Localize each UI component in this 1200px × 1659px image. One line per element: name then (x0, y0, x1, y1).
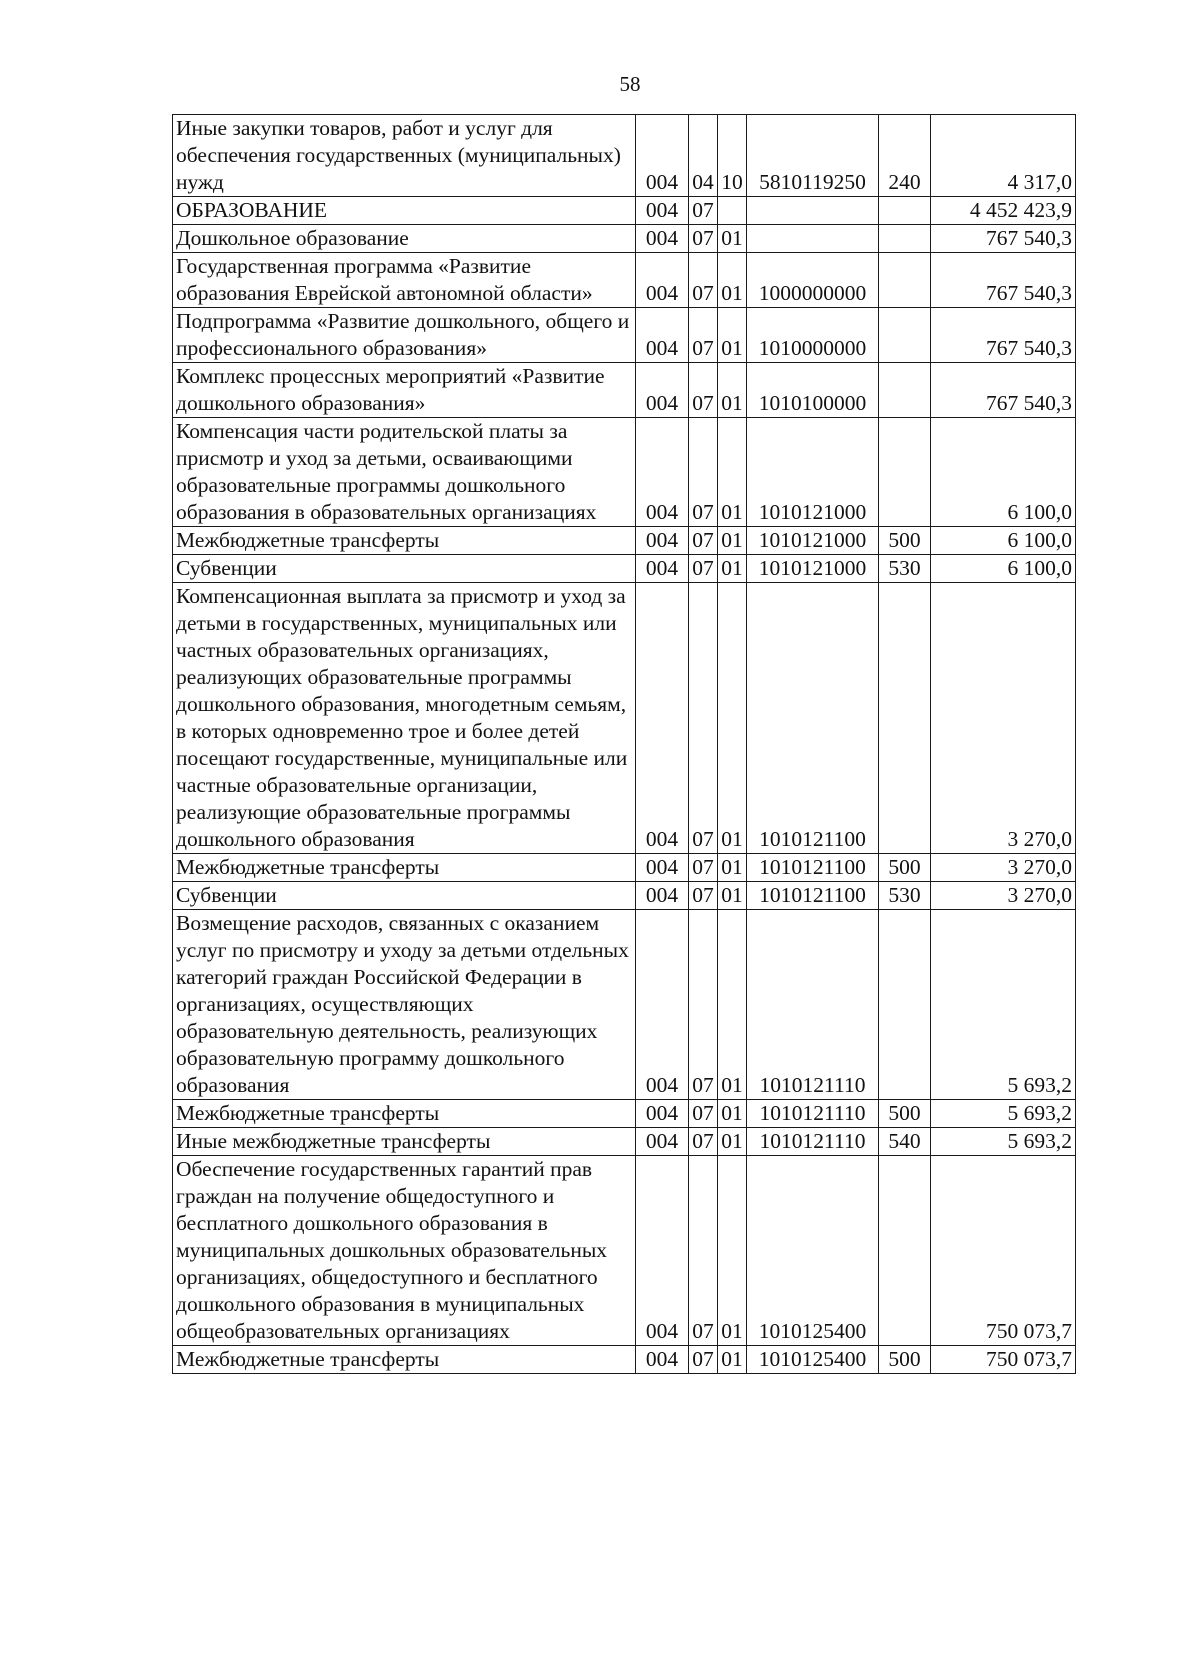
table-row (173, 555, 1076, 583)
subsection-code: 01 (718, 225, 747, 253)
subsection-code: 01 (718, 418, 747, 527)
table-row (173, 882, 1076, 910)
row-name: Дошкольное образование (173, 225, 636, 253)
target-item-code: 1010121100 (747, 882, 879, 910)
expense-type-code (879, 363, 931, 418)
ministry-code: 004 (636, 527, 689, 555)
table-row (173, 1128, 1076, 1156)
target-item-code: 1010000000 (747, 308, 879, 363)
ministry-code: 004 (636, 363, 689, 418)
ministry-code: 004 (636, 1346, 689, 1374)
ministry-code: 004 (636, 308, 689, 363)
subsection-code (718, 197, 747, 225)
target-item-code: 1010121000 (747, 555, 879, 583)
row-name: Подпрограмма «Развитие дошкольного, общего и профессионального образования» (173, 308, 636, 363)
ministry-code: 004 (636, 1156, 689, 1346)
table-row (173, 363, 1076, 418)
section-code: 07 (689, 882, 718, 910)
target-item-code (747, 225, 879, 253)
section-code: 07 (689, 583, 718, 854)
target-item-code: 1010121100 (747, 583, 879, 854)
table-row (173, 527, 1076, 555)
table-row (173, 1156, 1076, 1346)
target-item-code (747, 197, 879, 225)
expense-type-code (879, 910, 931, 1100)
section-code: 07 (689, 363, 718, 418)
expense-type-code (879, 1156, 931, 1346)
target-item-code: 1010121110 (747, 1100, 879, 1128)
target-item-code: 1010121100 (747, 854, 879, 882)
subsection-code: 01 (718, 854, 747, 882)
ministry-code: 004 (636, 225, 689, 253)
table-row (173, 854, 1076, 882)
table-row (173, 583, 1076, 854)
section-code: 07 (689, 910, 718, 1100)
target-item-code: 1000000000 (747, 253, 879, 308)
row-name: Компенсация части родительской платы за присмотр и уход за детьми, осваивающими образовательные программы дошкольного образования в образовательных организациях (173, 418, 636, 527)
section-code: 07 (689, 253, 718, 308)
amount: 3 270,0 (931, 583, 1076, 854)
table-row (173, 197, 1076, 225)
subsection-code: 01 (718, 555, 747, 583)
subsection-code: 01 (718, 1156, 747, 1346)
target-item-code: 5810119250 (747, 115, 879, 197)
row-name: Компенсационная выплата за присмотр и уход за детьми в государственных, муниципальных или частных образовательных организациях, реализующих образовательные программы дошкольного образования, многодетным семьям, в которых одновременно трое и более детей посещают государственные, муниципальные или частные образовательные организации, реализующие образовательные программы дошкольного образования (173, 583, 636, 854)
subsection-code: 01 (718, 1128, 747, 1156)
subsection-code: 01 (718, 910, 747, 1100)
amount: 6 100,0 (931, 418, 1076, 527)
section-code: 07 (689, 197, 718, 225)
row-name: Межбюджетные трансферты (173, 1346, 636, 1374)
row-name: ОБРАЗОВАНИЕ (173, 197, 636, 225)
amount: 5 693,2 (931, 1100, 1076, 1128)
ministry-code: 004 (636, 854, 689, 882)
ministry-code: 004 (636, 555, 689, 583)
table-row (173, 253, 1076, 308)
expense-type-code: 530 (879, 882, 931, 910)
section-code: 07 (689, 527, 718, 555)
ministry-code: 004 (636, 418, 689, 527)
subsection-code: 01 (718, 527, 747, 555)
expense-type-code (879, 418, 931, 527)
table-row (173, 225, 1076, 253)
subsection-code: 01 (718, 308, 747, 363)
amount: 767 540,3 (931, 225, 1076, 253)
expense-type-code: 500 (879, 527, 931, 555)
row-name: Субвенции (173, 882, 636, 910)
section-code: 07 (689, 225, 718, 253)
ministry-code: 004 (636, 583, 689, 854)
expense-type-code (879, 225, 931, 253)
ministry-code: 004 (636, 1100, 689, 1128)
expense-type-code: 500 (879, 1346, 931, 1374)
section-code: 07 (689, 854, 718, 882)
ministry-code: 004 (636, 115, 689, 197)
row-name: Субвенции (173, 555, 636, 583)
expense-type-code: 540 (879, 1128, 931, 1156)
subsection-code: 01 (718, 253, 747, 308)
row-name: Иные закупки товаров, работ и услуг для обеспечения государственных (муниципальных) нужд (173, 115, 636, 197)
expense-type-code (879, 583, 931, 854)
target-item-code: 1010121110 (747, 910, 879, 1100)
ministry-code: 004 (636, 882, 689, 910)
amount: 767 540,3 (931, 363, 1076, 418)
table-row (173, 1100, 1076, 1128)
ministry-code: 004 (636, 253, 689, 308)
ministry-code: 004 (636, 197, 689, 225)
amount: 3 270,0 (931, 882, 1076, 910)
section-code: 07 (689, 1346, 718, 1374)
target-item-code: 1010121000 (747, 418, 879, 527)
expense-type-code: 240 (879, 115, 931, 197)
target-item-code: 1010125400 (747, 1156, 879, 1346)
page-number: 58 (619, 72, 641, 96)
subsection-code: 01 (718, 363, 747, 418)
table-row (173, 115, 1076, 197)
target-item-code: 1010125400 (747, 1346, 879, 1374)
amount: 5 693,2 (931, 1128, 1076, 1156)
ministry-code: 004 (636, 1128, 689, 1156)
section-code: 07 (689, 1156, 718, 1346)
row-name: Возмещение расходов, связанных с оказанием услуг по присмотру и уходу за детьми отдельных категорий граждан Российской Федерации в организациях, осуществляющих образовательную деятельность, реализующих образовательную программу дошкольного образования (173, 910, 636, 1100)
section-code: 07 (689, 1100, 718, 1128)
target-item-code: 1010100000 (747, 363, 879, 418)
section-code: 07 (689, 418, 718, 527)
amount: 750 073,7 (931, 1156, 1076, 1346)
section-code: 04 (689, 115, 718, 197)
amount: 6 100,0 (931, 527, 1076, 555)
amount: 4 452 423,9 (931, 197, 1076, 225)
ministry-code: 004 (636, 910, 689, 1100)
section-code: 07 (689, 1128, 718, 1156)
amount: 6 100,0 (931, 555, 1076, 583)
expense-type-code (879, 197, 931, 225)
section-code: 07 (689, 308, 718, 363)
amount: 750 073,7 (931, 1346, 1076, 1374)
table-row (173, 418, 1076, 527)
expense-type-code: 500 (879, 854, 931, 882)
subsection-code: 01 (718, 1346, 747, 1374)
amount: 4 317,0 (931, 115, 1076, 197)
amount: 5 693,2 (931, 910, 1076, 1100)
row-name: Обеспечение государственных гарантий прав граждан на получение общедоступного и бесплатного дошкольного образования в муниципальных дошкольных образовательных организациях, общедоступного и бесплатного дошкольного образования в муниципальных общеобразовательных организациях (173, 1156, 636, 1346)
subsection-code: 01 (718, 583, 747, 854)
row-name: Государственная программа «Развитие образования Еврейской автономной области» (173, 253, 636, 308)
amount: 3 270,0 (931, 854, 1076, 882)
expense-type-code (879, 308, 931, 363)
row-name: Иные межбюджетные трансферты (173, 1128, 636, 1156)
table-row (173, 308, 1076, 363)
budget-table (172, 114, 1076, 1374)
expense-type-code (879, 253, 931, 308)
target-item-code: 1010121110 (747, 1128, 879, 1156)
row-name: Межбюджетные трансферты (173, 1100, 636, 1128)
expense-type-code: 530 (879, 555, 931, 583)
row-name: Комплекс процессных мероприятий «Развитие дошкольного образования» (173, 363, 636, 418)
subsection-code: 01 (718, 882, 747, 910)
target-item-code: 1010121000 (747, 527, 879, 555)
subsection-code: 10 (718, 115, 747, 197)
amount: 767 540,3 (931, 253, 1076, 308)
table-row (173, 1346, 1076, 1374)
subsection-code: 01 (718, 1100, 747, 1128)
expense-type-code: 500 (879, 1100, 931, 1128)
row-name: Межбюджетные трансферты (173, 527, 636, 555)
table-row (173, 910, 1076, 1100)
amount: 767 540,3 (931, 308, 1076, 363)
row-name: Межбюджетные трансферты (173, 854, 636, 882)
section-code: 07 (689, 555, 718, 583)
